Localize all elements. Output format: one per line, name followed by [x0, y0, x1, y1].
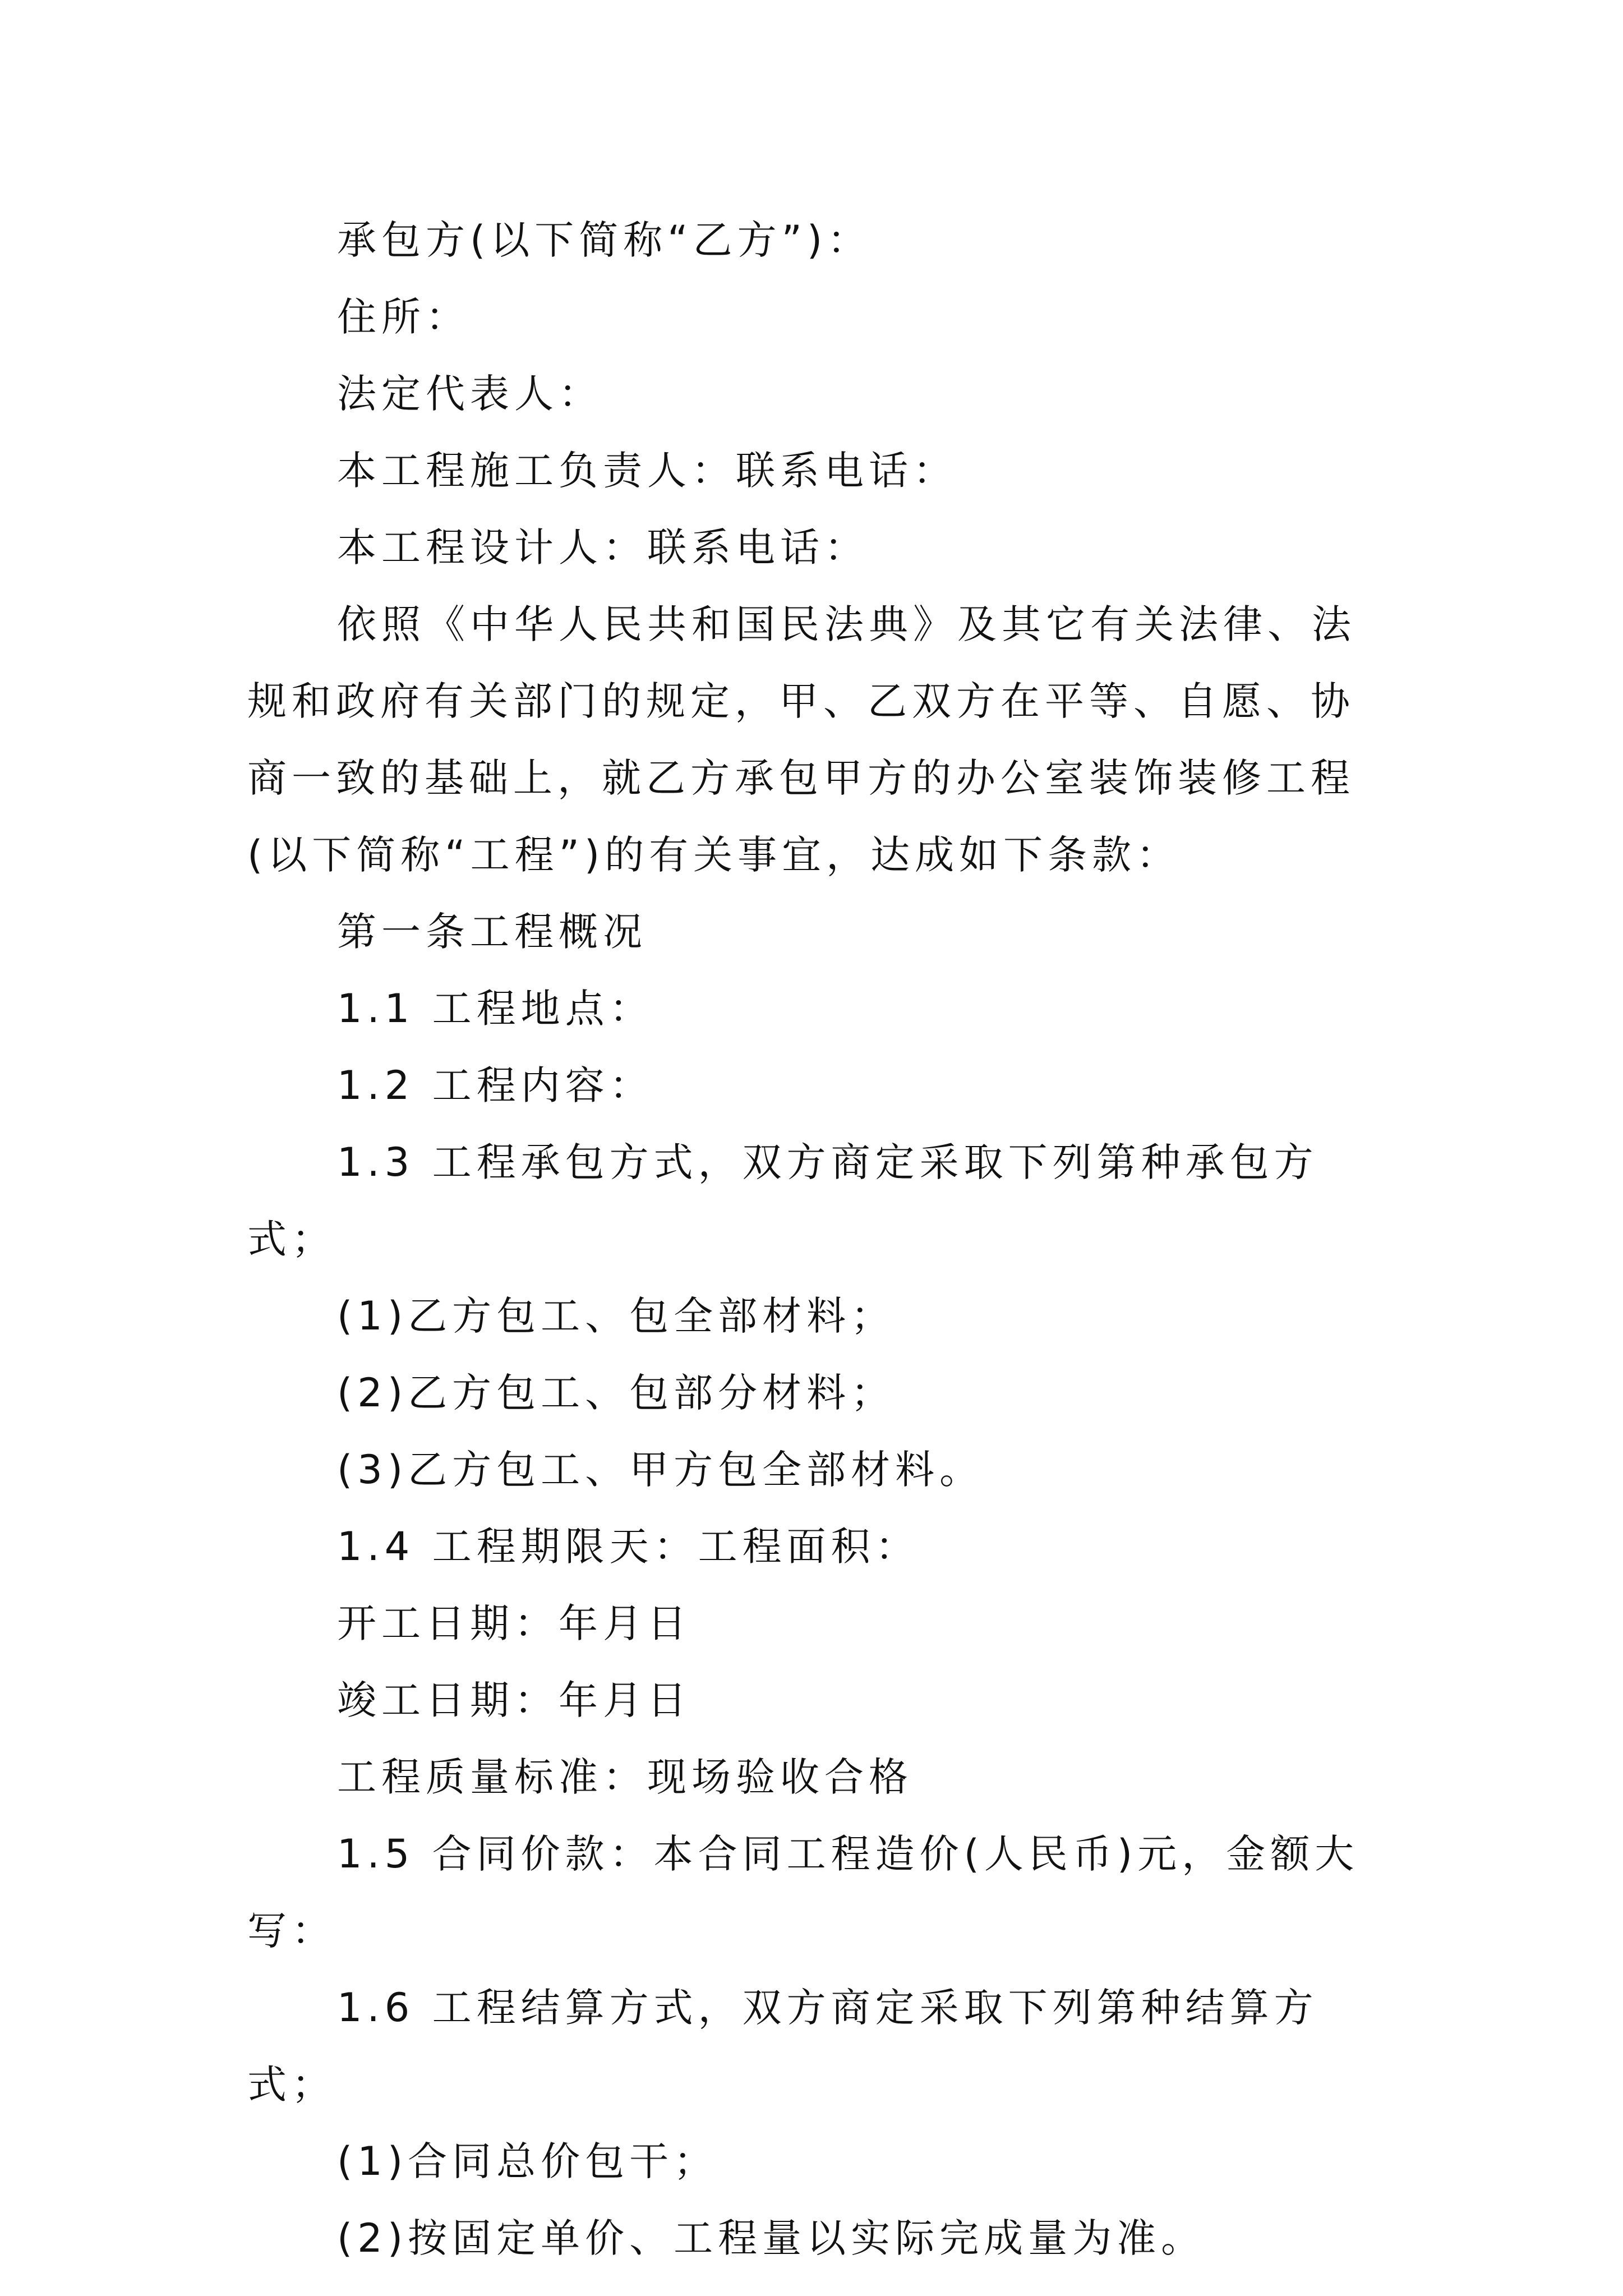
- clause-1-6-option-1: (1)合同总价包干；: [337, 2138, 718, 2184]
- clause-1-3-option-1: (1)乙方包工、包全部材料；: [337, 1293, 896, 1339]
- clause-1-6: 1.6 工程结算方式，双方商定采取下列第种结算方式；: [247, 1985, 1318, 2108]
- clause-1-3-option-2: (2)乙方包工、包部分材料；: [337, 1370, 896, 1416]
- completion-date: 竣工日期：年月日: [337, 1677, 691, 1723]
- paragraph-designer: 本工程设计人：联系电话：: [337, 524, 869, 570]
- paragraph-construction-manager: 本工程施工负责人：联系电话：: [337, 448, 957, 494]
- clause-1-2: 1.2 工程内容：: [337, 1062, 654, 1108]
- paragraph-address: 住所：: [337, 294, 470, 340]
- clause-1-3: 1.3 工程承包方式，双方商定采取下列第种承包方式；: [247, 1139, 1318, 1262]
- start-date: 开工日期：年月日: [337, 1600, 691, 1646]
- paragraph-contractor: 承包方(以下简称“乙方”)：: [337, 217, 872, 263]
- paragraph-legal-representative: 法定代表人：: [337, 371, 603, 417]
- clause-1-6-option-2: (2)按固定单价、工程量以实际完成量为准。: [337, 2215, 1206, 2261]
- quality-standard: 工程质量标准：现场验收合格: [337, 1754, 913, 1800]
- clause-1-5: 1.5 合同价款：本合同工程造价(人民币)元，金额大写：: [247, 1831, 1359, 1954]
- document-body: [247, 202, 1386, 2277]
- clause-1-4: 1.4 工程期限天：工程面积：: [337, 1524, 920, 1570]
- heading-article-1: 第一条工程概况: [337, 909, 647, 955]
- clause-1-3-option-3: (3)乙方包工、甲方包全部材料。: [337, 1447, 984, 1493]
- clause-1-1: 1.1 工程地点：: [337, 986, 654, 1032]
- paragraph-preamble: 依照《中华人民共和国民法典》及其它有关法律、法规和政府有关部门的规定，甲、乙双方在平等、自愿、协商一致的基础上，就乙方承包甲方的办公室装饰装修工程(以下简称“工程”)的有关事宜，达成如下条款：: [247, 601, 1356, 878]
